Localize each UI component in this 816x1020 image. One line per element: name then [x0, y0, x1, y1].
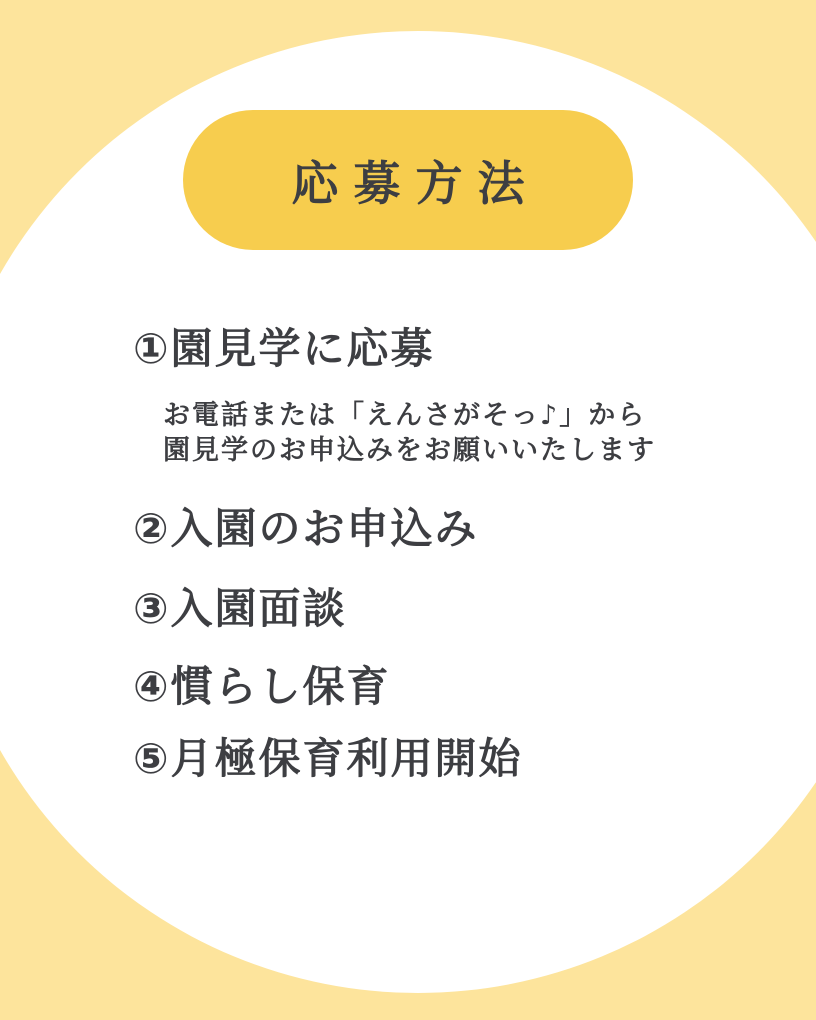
- step-1-note: [163, 398, 656, 468]
- step-3-label: ③入園面談: [133, 584, 347, 633]
- step-1-note-line-1: お電話または「えんさがそっ♪」から: [163, 400, 647, 431]
- step-5-label: ⑤月極保育利用開始: [133, 734, 523, 783]
- step-4-label: ④慣らし保育: [133, 662, 391, 711]
- step-1-label: ①園見学に応募: [133, 324, 435, 373]
- step-1-note-line-2: 園見学のお申込みをお願いいたします: [163, 435, 656, 466]
- page-title: 応募方法: [291, 156, 540, 212]
- step-2-label: ②入園のお申込み: [133, 504, 479, 553]
- title-pill: [183, 110, 633, 250]
